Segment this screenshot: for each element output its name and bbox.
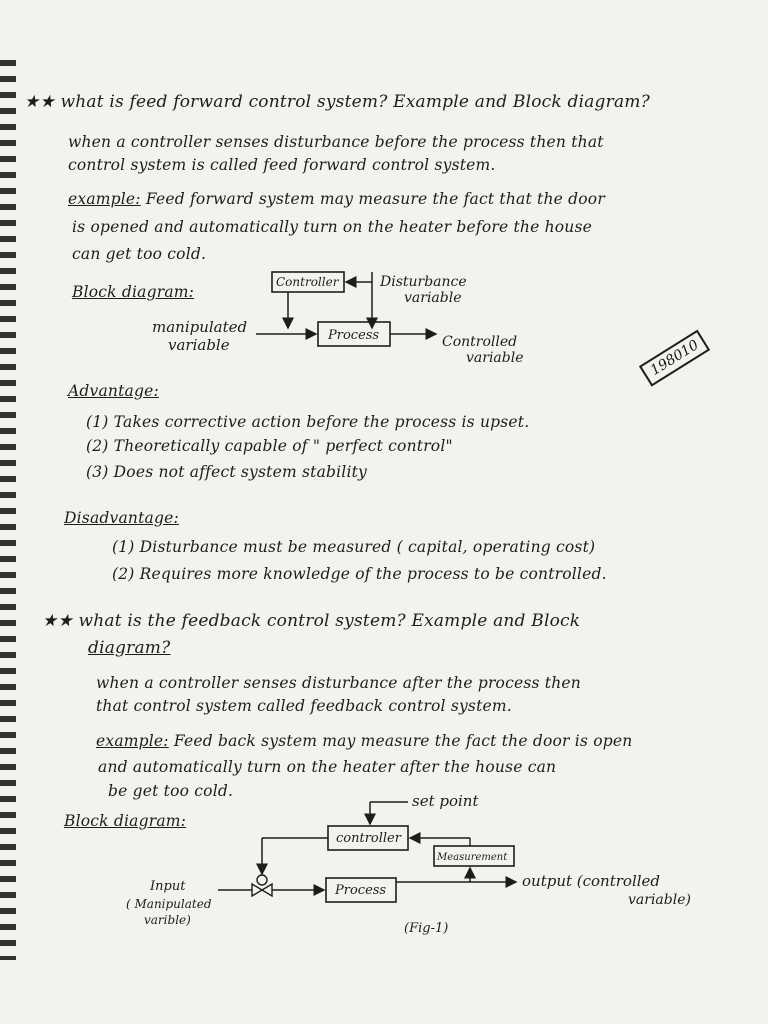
advantage-label: Advantage:	[68, 382, 159, 400]
q1-example-label: example:	[68, 190, 141, 208]
set-point-label: set point	[412, 792, 479, 810]
disadvantage-label: Disadvantage:	[64, 509, 179, 527]
q2-example-label: example:	[96, 732, 169, 750]
advantage-2: (2) Theoretically capable of " perfect control"	[86, 437, 453, 455]
disturbance-label-2: variable	[404, 290, 462, 306]
output-label-2: variable)	[628, 892, 691, 908]
q1-example-3: can get too cold.	[72, 245, 207, 263]
disadvantage-2: (2) Requires more knowledge of the process to be controlled.	[112, 565, 607, 583]
q2-example-2: and automatically turn on the heater after the house can	[98, 758, 557, 776]
advantage-1: (1) Takes corrective action before the process is upset.	[86, 413, 530, 431]
q2-example-text-1: Feed back system may measure the fact the door is open	[173, 732, 633, 750]
manipulated-label-2: variable	[168, 336, 230, 354]
controlled-label: Controlled	[442, 334, 518, 350]
process-label: Process	[328, 328, 380, 343]
input-label-2: ( Manipulated	[126, 897, 212, 911]
valve-icon	[252, 884, 272, 896]
input-label: Input	[150, 879, 186, 894]
star-icon: ★★	[24, 92, 55, 112]
q2-example-3: be get too cold.	[108, 782, 234, 800]
star-icon: ★★	[42, 611, 73, 631]
q1-example-text-1: Feed forward system may measure the fact that the door	[145, 190, 605, 208]
process-label: Process	[335, 883, 387, 898]
manipulated-label: manipulated	[152, 318, 248, 336]
q2-def-1: when a controller senses disturbance after the process then	[96, 674, 581, 692]
controlled-label-2: variable	[466, 350, 524, 366]
q1-example-2: is opened and automatically turn on the heater before the house	[72, 218, 592, 236]
advantage-3: (3) Does not affect system stability	[86, 463, 367, 481]
page-id-badge: 198010	[639, 329, 711, 386]
controller-label: controller	[336, 831, 401, 846]
q2-def-2: that control system called feedback control system.	[96, 697, 512, 715]
q1-def-1: when a controller senses disturbance before the process then that	[68, 133, 604, 151]
input-label-3: varible)	[144, 913, 191, 927]
q1-title: what is feed forward control system? Example and Block diagram?	[60, 92, 650, 112]
q2-block-label: Block diagram:	[64, 812, 187, 830]
disadvantage-1: (1) Disturbance must be measured ( capital, operating cost)	[112, 538, 596, 556]
actuator-icon	[257, 875, 267, 885]
figure-caption: (Fig-1)	[404, 921, 449, 936]
q1-def-2: control system is called feed forward control system.	[68, 156, 496, 174]
disturbance-label: Disturbance	[380, 274, 467, 290]
q2-title: what is the feedback control system? Example and Block	[78, 611, 581, 631]
q1-block-label: Block diagram:	[72, 283, 195, 301]
measurement-label: Measurement	[437, 852, 508, 863]
output-label: output (controlled	[522, 872, 661, 890]
q2-title-2: diagram?	[88, 638, 171, 658]
controller-label: Controller	[276, 275, 339, 289]
